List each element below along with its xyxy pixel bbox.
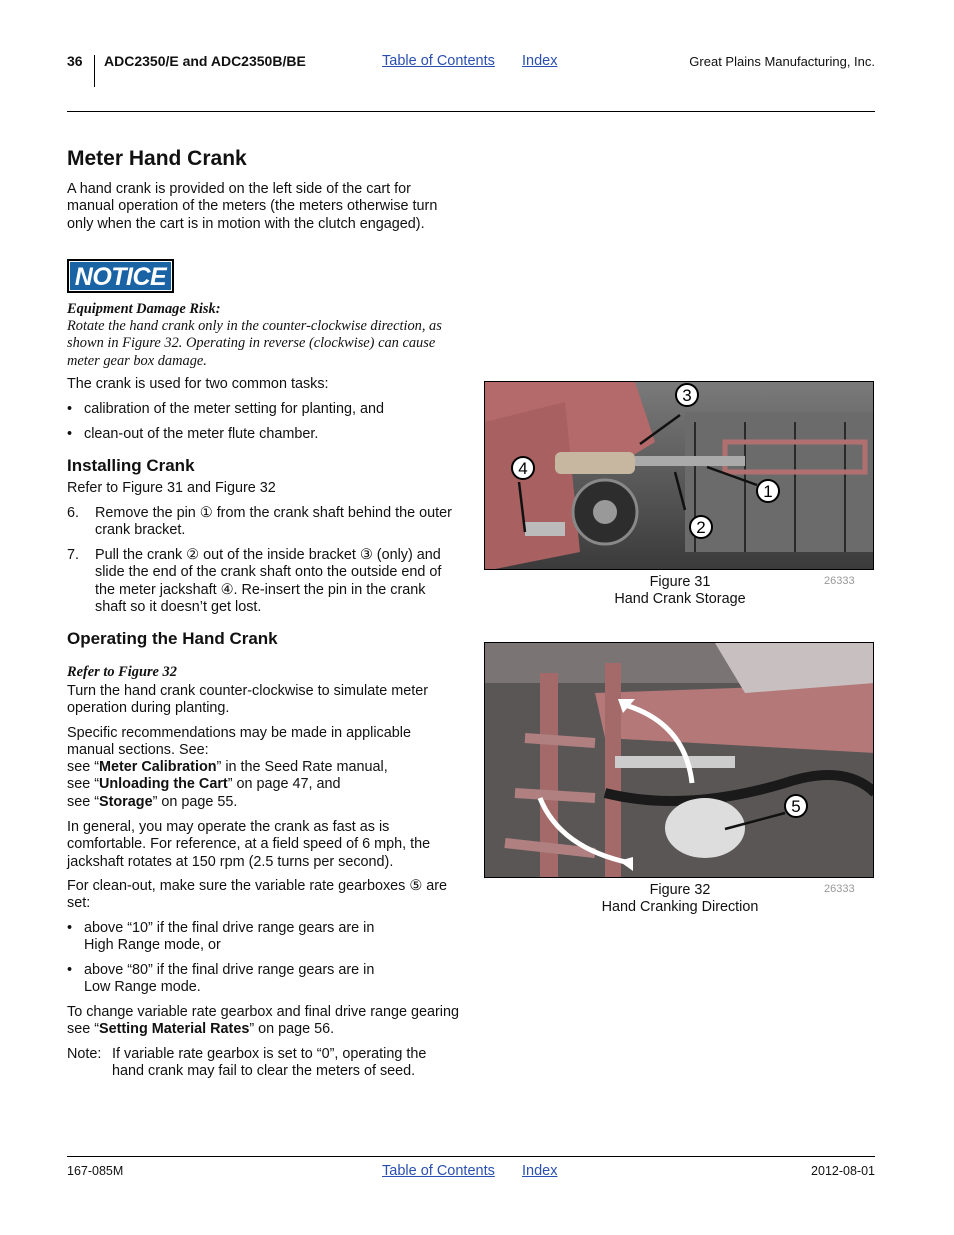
notice-heading: Equipment Damage Risk: bbox=[67, 301, 221, 317]
page-number: 36 bbox=[67, 53, 83, 69]
figure-31-caption: Hand Crank Storage bbox=[614, 591, 746, 607]
notice-label: NOTICE bbox=[69, 261, 172, 291]
figure-32-caption: Hand Cranking Direction bbox=[601, 899, 759, 915]
bullet-icon: • bbox=[67, 426, 73, 442]
footer-toc-link[interactable]: Table of Contents bbox=[382, 1163, 495, 1179]
operating-heading: Operating the Hand Crank bbox=[67, 629, 278, 648]
header-rule bbox=[67, 111, 875, 112]
see-line-2: see “Unloading the Cart” on page 47, and bbox=[67, 776, 341, 792]
document-date: 2012-08-01 bbox=[811, 1164, 875, 1178]
operating-p2: Specific recommendations may be made in applicable manual sections. See: bbox=[67, 725, 411, 759]
intro-paragraph: A hand crank is provided on the left side of the cart for manual operation of the meters (the meters otherwise turn only when the cart is in motion with the clutch engaged). bbox=[67, 181, 438, 232]
footer-index-link[interactable]: Index bbox=[522, 1163, 558, 1179]
note-text: If variable rate gearbox is set to “0”, operating the hand crank may fail to clear the meters of seed. bbox=[112, 1046, 427, 1080]
callout-label: 4 bbox=[518, 459, 528, 478]
callout-label: 2 bbox=[696, 518, 706, 537]
company-name: Great Plains Manufacturing, Inc. bbox=[689, 54, 875, 69]
operating-p5: To change variable rate gearbox and final drive range gearing see “Setting Material Rates” on page 56. bbox=[67, 1004, 460, 1038]
section-title: Meter Hand Crank bbox=[67, 147, 247, 170]
model-title: ADC2350/E and ADC2350B/BE bbox=[104, 53, 306, 69]
bullet-icon: • bbox=[67, 962, 73, 978]
callout-label: 1 bbox=[763, 482, 773, 501]
tasks-intro: The crank is used for two common tasks: bbox=[67, 376, 329, 392]
callout-label: 5 bbox=[791, 797, 801, 816]
notice-badge bbox=[67, 259, 174, 293]
figure-31-photo bbox=[484, 381, 874, 570]
note-label: Note: bbox=[67, 1046, 102, 1062]
document-number: 167-085M bbox=[67, 1164, 124, 1178]
header-toc-link[interactable]: Table of Contents bbox=[382, 53, 495, 69]
bullet-icon: • bbox=[67, 920, 73, 936]
operating-p3: In general, you may operate the crank as fast as is comfortable. For reference, at a field speed of 6 mph, the jackshaft rotates at 150 rpm (2.5 turns per second). bbox=[67, 819, 431, 870]
operating-p1: Turn the hand crank counter-clockwise to simulate meter operation during planting. bbox=[67, 683, 428, 717]
notice-text: Rotate the hand crank only in the counter-clockwise direction, as shown in Figure 32. Operating in reverse (clockwise) can cause meter gear box damage. bbox=[67, 318, 442, 369]
callout-label: 3 bbox=[682, 386, 692, 405]
installing-heading: Installing Crank bbox=[67, 456, 195, 475]
figure-32-image-id: 26333 bbox=[824, 883, 855, 895]
figure-32-number: Figure 32 bbox=[649, 882, 711, 898]
header-divider bbox=[94, 55, 95, 87]
footer-rule bbox=[67, 1156, 875, 1157]
see-line-1: see “Meter Calibration” in the Seed Rate manual, bbox=[67, 759, 388, 775]
see-line-3: see “Storage” on page 55. bbox=[67, 794, 238, 810]
figure-31-image-id: 26333 bbox=[824, 575, 855, 587]
operating-refer: Refer to Figure 32 bbox=[67, 664, 177, 680]
bullet-icon: • bbox=[67, 401, 73, 417]
operating-p4: For clean-out, make sure the variable rate gearboxes ⑤ are set: bbox=[67, 878, 448, 912]
installing-refer: Refer to Figure 31 and Figure 32 bbox=[67, 480, 276, 496]
figure-31-number: Figure 31 bbox=[649, 574, 711, 590]
header-index-link[interactable]: Index bbox=[522, 53, 558, 69]
figure-32-photo bbox=[484, 642, 874, 878]
